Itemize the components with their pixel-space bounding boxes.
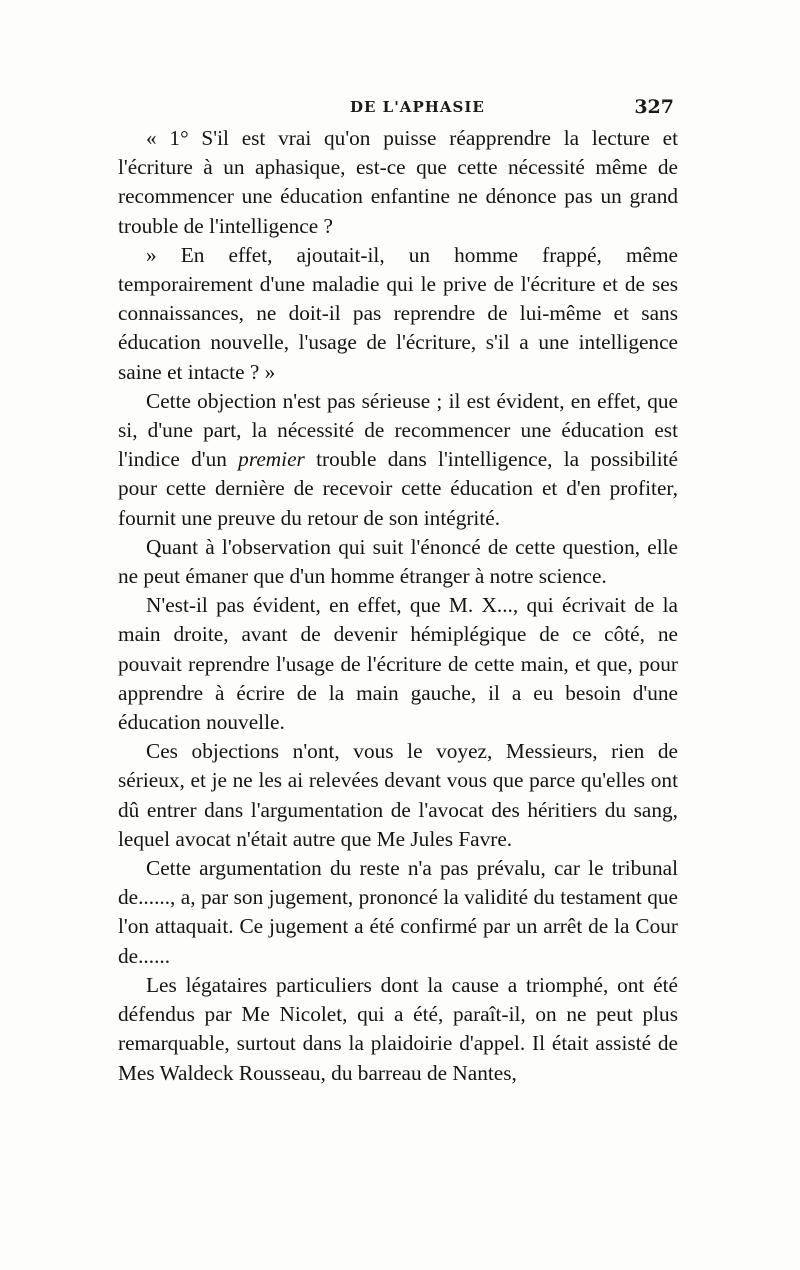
paragraph-reply-start: Cette objection n'est pas sérieuse ; il est évident, en effet, que si, d'une part, la nécessité de recommencer une éducation est l'indice d'un — [118, 388, 678, 472]
paragraph-reply — [118, 387, 678, 533]
paragraph-question: « 1° S'il est vrai qu'on puisse réapprendre la lecture et l'écriture à un aphasique, est-ce que cette nécessité même de recommencer une éducation enfantine ne dénonce pas un grand trouble de l'intelligence ? — [118, 126, 678, 238]
body-text — [118, 124, 678, 1088]
paragraph-objections-summary: Ces objections n'ont, vous le voyez, Messieurs, rien de sérieux, et je ne les ai relevées devant vous que parce qu'elles ont dû entrer dans l'argumentation de l'avocat des héritiers du sang, lequel avocat n'était autre que Me Jules Favre. — [118, 739, 678, 851]
running-head — [118, 98, 678, 122]
italic-word: premier — [238, 447, 305, 472]
paragraph-legatees: Les légataires particuliers dont la cause a triomphé, ont été défendus par Me Nicolet, qui a été, paraît-il, on ne peut plus remarquable, surtout dans la plaidoirie d'appel. Il était assisté de Mes Waldeck Rousseau, du barreau de Nantes, — [118, 972, 678, 1085]
paragraph-judgment: Cette argumentation du reste n'a pas prévalu, car le tribunal de......, a, par son jugement, prononcé la validité du testament que l'on attaquait. Ce jugement a été confirmé par un arrêt de la Cour de...... — [118, 856, 678, 968]
paragraph-example: N'est-il pas évident, en effet, que M. X..., qui écrivait de la main droite, avant de devenir hémiplégique de ce côté, ne pouvait reprendre l'usage de l'écriture de cette main, et que, pour apprendre à écrire de la main gauche, il a eu besoin d'une éducation nouvelle. — [118, 593, 678, 735]
running-title: DE L'APHASIE — [350, 98, 485, 116]
paragraph-reply-end: trouble dans l'intelligence, la possibilité pour cette dernière de recevoir cette éducation et d'en profiter, fournit une preuve du retour de son intégrité. — [118, 447, 678, 530]
paragraph-observation: Quant à l'observation qui suit l'énoncé de cette question, elle ne peut émaner que d'un homme étranger à notre science. — [118, 534, 678, 589]
page-number: 327 — [634, 96, 674, 118]
paragraph-objection-quote: » En effet, ajoutait-il, un homme frappé, même temporairement d'une maladie qui le prive de l'écriture et de ses connaissances, ne doit-il pas reprendre de lui-même et sans éducation nouvelle, l'usage de l'écriture, s'il a une intelligence saine et intacte ? » — [118, 242, 678, 384]
